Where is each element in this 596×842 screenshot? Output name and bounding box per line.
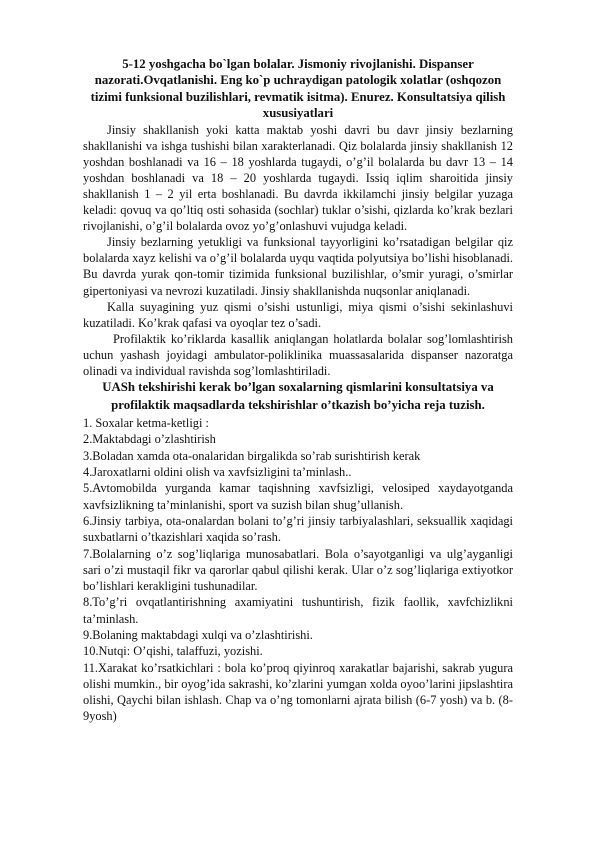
document-page <box>83 56 513 725</box>
list-item: 8.To’g’ri ovqatlantirishning axamiyatini tushuntirish, fizik faollik, xavfchizlikni ta’minlash. <box>83 595 513 626</box>
list-item: 7.Bolalarning o’z sog’liqlariga munosabatlari. Bola o’sayotganligi va ulg’ayganligi sari o’zi mustaqil fikr va qarorlar qabul qilishi kerak. Ular o’z sog’liqlariga extiyotkor bo’lishlari kerakligini tushunadilar. <box>83 546 513 594</box>
list-item: 4.Jaroxatlarni oldini olish va xavfsizligini ta’minlash.. <box>83 465 352 480</box>
document-title: 5-12 yoshgacha bo`lgan bolalar. Jismoniy rivojlanishi. Dispanser nazorati.Ovqatlanishi. Eng ko`p uchraydigan patologik xolatlar (oshqozon tizimi funksional buzilishlari, revmatik isitma). Enurez. Konsultatsiya qilish xususiyatlari <box>90 57 506 121</box>
list-item: 9.Bolaning maktabdagi xulqi va o’zlashtirishi. <box>83 627 313 642</box>
list-item: 6.Jinsiy tarbiya, ota-onalardan bolani to’g’ri jinsiy tarbiyalashlari, seksuallik xaqidagi suxbatlarni o’tkazishlari xaqida so’rash. <box>83 513 513 545</box>
list-item: 3.Boladan xamda ota-onalaridan birgalikda so’rab surishtirish kerak <box>83 448 421 463</box>
paragraph-3: Kalla suyagining yuz qismi o’sishi ustunligi, miya qismi o’sishi sekinlashuvi kuzatiladi. Ko’krak qafasi va oyoqlar tez o’sadi. <box>83 299 513 330</box>
list-item: 5.Avtomobilda yurganda kamar taqishning xavfsizligi, velosiped xaydayotganda xavfsizlikning ta’minlanishi, sport va suzish bilan shug’ullanish. <box>83 481 513 512</box>
list-item: 2.Maktabdagi o’zlashtirish <box>83 432 216 447</box>
list-item: 1. Soxalar ketma-ketligi : <box>83 416 209 431</box>
paragraph-2: Jinsiy bezlarning yetukligi va funksional tayyorligini ko’rsatadigan belgilar qiz bolalarda xayz kelishi va o’g’il bolalarda uyqu vaqtida polyutsiya bo’lishi hisoblanadi. Bu davrda yurak qon-tomir tizimida funksional buzilishlar, o’smir yuragi, o’smirlar gipertoniyasi va nevrozi kuzatiladi. Jinsiy shakllanishda nuqsonlar aniqlanadi. <box>83 235 513 298</box>
paragraph-4: Profilaktik ko’riklarda kasallik aniqlangan holatlarda bolalar sog’lomlashtirish uchun yashash joyidagi ambulator-poliklinika muassasalarida dispanser nazoratga olinadi va individual ravishda sog’lomlashtiriladi. <box>83 331 513 379</box>
paragraph-1: Jinsiy shakllanish yoki katta maktab yoshi davri bu davr jinsiy bezlarning shakllanishi va ishga tushishi bilan xarakterlanadi. Qiz bolalarda jinsiy shakllanish 12 yoshdan boshlanadi va 16 – 18 yoshlarda tugaydi, o’g’il bolalarda bu davr 13 – 14 yoshdan boshlanadi va 18 – 20 yoshlarda tugaydi. Issiq iqlim sharoitida jinsiy shakllanish 1 – 2 yil erta boshlanadi. Bu davrda ikkilamchi jinsiy belgilar yuzaga keladi: qovuq va qo’ltiq osti sohasida (sochlar) tuklar o’sishi, qizlarda ko’krak bezlari rivojlanishi, o’g’il bolalarda ovoz yo’g’onlashuvi vujudga keladi. <box>83 122 513 234</box>
list-item: 10.Nutqi: O’qishi, talaffuzi, yozishi. <box>83 644 263 659</box>
list-item: 11.Xarakat ko’rsatkichlari : bola ko’proq qiyinroq xarakatlar bajarishi, sakrab yugura olishi mumkin., bir oyog’ida sakrashi, ko’zlarini yumgan xolda oyoo’larini jipslashtira olishi, Qaychi bilan ishlash. Chap va o’ng tomonlarni ajrata bilish (6-7 yosh) va b. (8-9yosh) <box>83 660 513 724</box>
section-subtitle: UASh tekshirishi kerak bo’lgan soxalarning qismlarini konsultatsiya va profilaktik maqsadlarda tekshirishlar o’tkazish bo’yicha reja tuzish. <box>102 380 494 412</box>
